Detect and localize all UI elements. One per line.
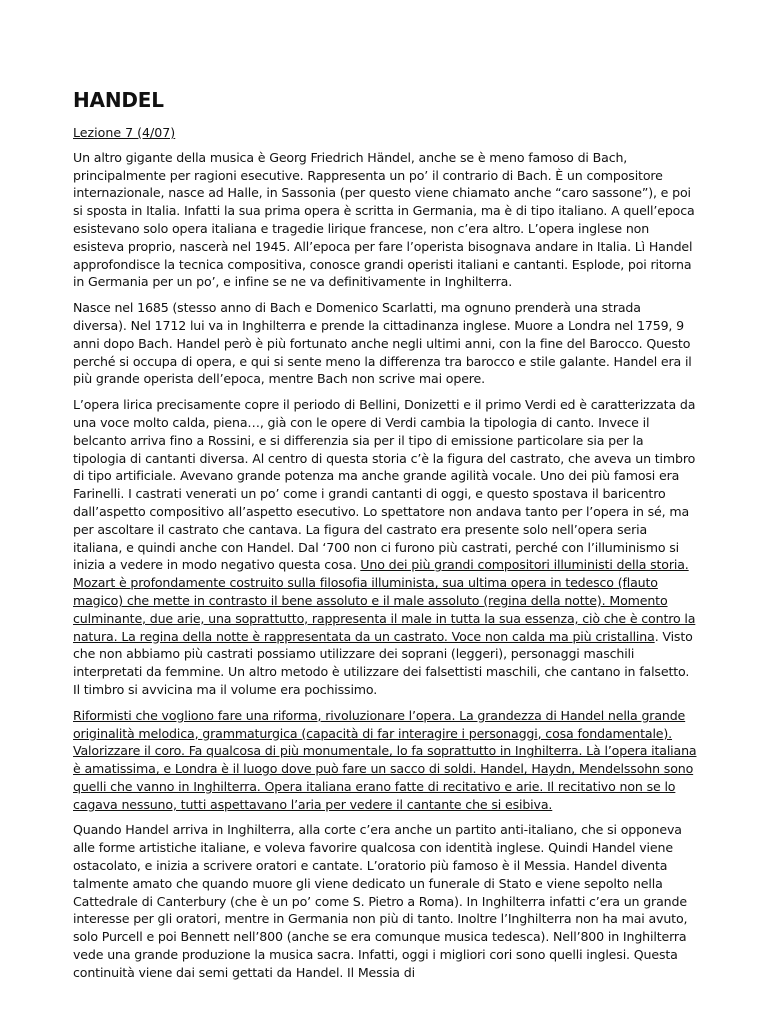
paragraph-castrati-text: L’opera lirica precisamente copre il periodo di Bellini, Donizetti e il primo Verdi ed è caratterizzata da una voce molto calda, piena…, già con le opere di Verdi cambia la tipologia di canto. Invece il belcanto arriva fino a Rossini, e si differenzia sia per il tipo di emissione particolare sia per la tipologia di cantanti diversa. Al centro di questa storia c’è la figura del castrato, che aveva un timbro di tipo artificiale. Avevano grande potenza ma anche grande agilità vocale. Uno dei più famosi era Farinelli. I castrati venerati un po’ come i grandi cantanti di oggi, e questo spostava il baricentro dall’aspetto compositivo all’aspetto esecutivo. Lo spettatore non andava tanto per l’opera in sé, ma per ascoltare il castrato che cantava. La figura del castrato era presente solo nell’opera seria italiana, e quindi anche con Handel. Dal ‘700 non ci furono più castrati, perché con l’illuminismo si inizia a vedere in modo negativo questa cosa. — [73, 397, 696, 573]
document-title: HANDEL — [73, 88, 164, 112]
paragraph-biography: Nasce nel 1685 (stesso anno di Bach e Domenico Scarlatti, ma ognuno prenderà una strada diversa). Nel 1712 lui va in Inghilterra e prende la cittadinanza inglese. Muore a Londra nel 1759, 9 anni dopo Bach. Handel però è più fortunato anche negli ultimi anni, con la fine del Barocco. Questo perché si occupa di opera, e qui si sente meno la differenza tra barocco e stile galante. Handel era il più grande operista dell’epoca, mentre Bach non scrive mai opere. — [73, 300, 692, 387]
paragraph-castrati — [73, 396, 697, 699]
paragraph-intro: Un altro gigante della musica è Georg Friedrich Händel, anche se è meno famoso di Bach, principalmente per ragioni esecutive. Rappresenta un po’ il contrario di Bach. È un compositore internazionale, nasce ad Halle, in Sassonia (per questo viene chiamato anche “caro sassone”), e poi si sposta in Italia. Infatti la sua prima opera è scritta in Germania, ma è di tipo italiano. A quell’epoca esistevano solo opera italiana e tragedie lirique francese, non c’era altro. L’opera inglese non esisteva proprio, nascerà nel 1945. All’epoca per fare l’operista bisognava andare in Italia. Lì Handel approfondisce la tecnica compositiva, conosce grandi operisti italiani e cantanti. Esplode, poi ritorna in Germania per un po’, e infine se ne va definitivamente in Inghilterra. — [73, 149, 695, 290]
lesson-heading: Lezione 7 (4/07) — [73, 125, 176, 140]
paragraph-england-oratorio: Quando Handel arriva in Inghilterra, alla corte c’era anche un partito anti-italiano, che si opponeva alle forme artistiche italiane, e voleva favorire qualcosa con identità inglese. Quindi Handel viene ostacolato, e inizia a scrivere oratori e cantate. L’oratorio più famoso è il Messia. Handel diventa talmente amato che quando muore gli viene dedicato un funerale di Stato e viene sepolto nella Cattedrale di Canterbury (che è un po’ come S. Pietro a Roma). In Inghilterra infatti c’era un grande interesse per gli oratori, mentre in Germania non più di tanto. Inoltre l’Inghilterra non ha mai avuto, solo Purcell e poi Bennett nell’800 (anche se era comunque musica tedesca). Nell’800 in Inghilterra vede una grande produzione la musica sacra. Infatti, oggi i migliori cori sono quelli inglesi. Questa continuità viene dai semi gettati da Handel. Il Messia di — [73, 822, 688, 980]
underlined-reformists-paragraph: Riformisti che vogliono fare una riforma, rivoluzionare l’opera. La grandezza di Handel nella grande originalità melodica, grammaturgica (capacità di far interagire i personaggi, cosa fondamentale). Valorizzare il coro. Fa qualcosa di più monumentale, lo fa soprattutto in Inghilterra. Là l’opera italiana è amatissima, e Londra è il luogo dove può fare un sacco di soldi. Handel, Haydn, Mendelssohn sono quelli che vanno in Inghilterra. Opera italiana erano fatte di recitativo e arie. Il recitativo non se lo cagava nessuno, tutti aspettavano l’aria per vedere il cantante che si esibiva. — [73, 707, 697, 812]
document-page — [73, 88, 697, 990]
underlined-mozart-passage: Uno dei più grandi compositori illuministi della storia. Mozart è profondamente costruito sulla filosofia illuminista, sua ultima opera in tedesco (flauto magico) che mette in contrasto il bene assoluto e il male assoluto (regina della notte). Momento culminante, due arie, una soprattutto, rappresenta il male in tutta la sua essenza, ciò che è contro la natura. La regina della notte è rappresentata da un castrato. Voce non calda ma più cristallina — [73, 557, 696, 644]
paragraph-castrati-tail: . Visto che non abbiamo più castrati possiamo utilizzare dei soprani (leggeri), personaggi maschili interpretati da femmine. Un altro metodo è utilizzare dei falsettisti maschili, che cantano in falsetto. Il timbro si avvicina ma il volume era pochissimo. — [73, 628, 693, 697]
